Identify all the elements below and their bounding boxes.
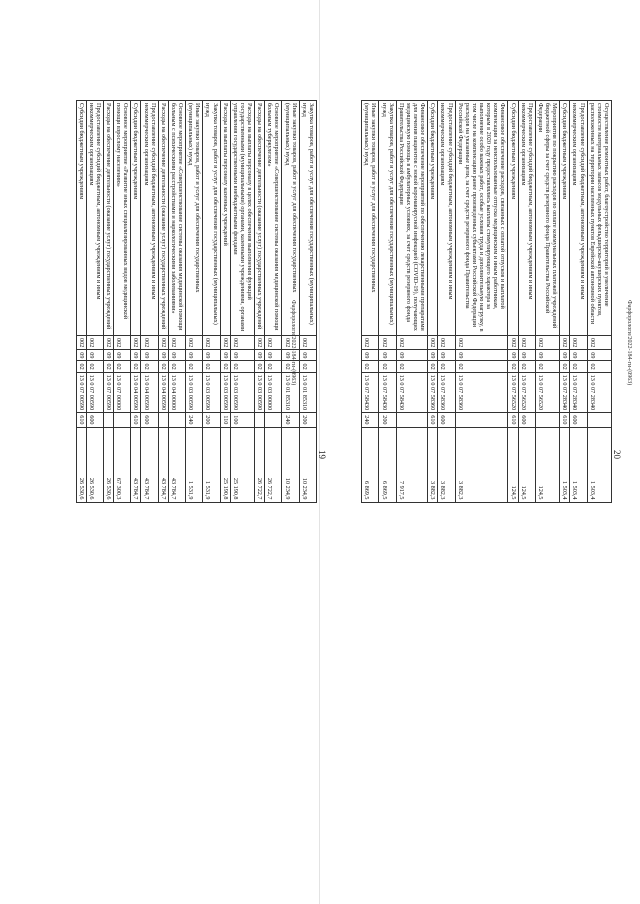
cell-code: 13 0 07 00000	[114, 372, 131, 413]
cell-code: 09	[455, 350, 508, 361]
cell-code: 09	[518, 350, 535, 361]
table-row	[114, 101, 131, 503]
cell-code: 610	[560, 413, 570, 427]
cell-code: 09	[587, 350, 611, 361]
cell-sum: 124,5	[518, 427, 535, 502]
row-name: Субсидии бюджетным учреждениям	[508, 101, 518, 336]
cell-code: 200	[379, 413, 396, 427]
cell-code: 09	[299, 350, 316, 361]
cell-code: 600	[518, 413, 535, 427]
cell-code: 02	[379, 361, 396, 372]
cell-code	[255, 413, 265, 427]
table-row	[131, 101, 141, 503]
cell-code	[168, 413, 185, 427]
row-name: Субсидии бюджетным учреждениям	[131, 101, 141, 336]
cell-code: 600	[570, 413, 587, 427]
left-page	[60, 60, 325, 840]
cell-code: 02	[158, 361, 168, 372]
cell-sum: 10 234,9	[282, 427, 299, 502]
cell-code: 09	[114, 350, 131, 361]
cell-code: 09	[186, 350, 203, 361]
cell-code: 02	[86, 361, 103, 372]
table-row	[86, 101, 103, 503]
row-name: Расходы на обеспечение деятельности (оказание услуг) государственных учреждений	[255, 101, 265, 336]
cell-code: 002	[265, 336, 282, 350]
cell-code	[104, 413, 114, 427]
cell-code: 09	[230, 350, 254, 361]
table-row	[379, 101, 396, 503]
cell-sum: 1 503,4	[560, 427, 570, 502]
row-name: Предоставление субсидий бюджетным, автономным учреждениям и иным некоммерческим организациям	[570, 101, 587, 336]
cell-code: 002	[168, 336, 185, 350]
cell-code: 13 0 01 85310	[299, 372, 316, 413]
cell-code: 13 0 07 58430	[362, 372, 379, 413]
cell-code: 002	[114, 336, 131, 350]
cell-code: 002	[282, 336, 299, 350]
cell-code: 02	[362, 361, 379, 372]
row-name: Иные закупки товаров, работ и услуг для обеспечения государственных (муниципальных) нужд	[186, 101, 203, 336]
cell-code: 13 0 07 28340	[587, 372, 611, 413]
table-row	[518, 101, 535, 503]
cell-code: 02	[282, 361, 299, 372]
cell-code: 09	[428, 350, 438, 361]
row-name: Расходы на обеспечение деятельности (оказание услуг) государственных учреждений	[104, 101, 114, 336]
cell-code: 002	[230, 336, 254, 350]
cell-code: 09	[438, 350, 455, 361]
cell-code: 09	[508, 350, 518, 361]
cell-code: 002	[396, 336, 428, 350]
cell-code: 09	[203, 350, 220, 361]
table-row	[438, 101, 455, 503]
table-row	[76, 101, 86, 503]
cell-code: 002	[379, 336, 396, 350]
cell-code: 09	[141, 350, 158, 361]
cell-code: 13 0 03 00590	[230, 372, 254, 413]
cell-code: 09	[255, 350, 265, 361]
table-row	[455, 101, 508, 503]
cell-sum: 1 503,4	[570, 427, 587, 502]
cell-sum: 26 722,7	[255, 427, 265, 502]
cell-code	[587, 413, 611, 427]
cell-code: 13 0 07 58430	[396, 372, 428, 413]
table-row	[396, 101, 428, 503]
cell-code: 02	[230, 361, 254, 372]
cell-sum: 3 882,3	[455, 427, 508, 502]
table-row	[570, 101, 587, 503]
cell-code: 13 0 03 00590	[203, 372, 220, 413]
cell-code: 600	[141, 413, 158, 427]
cell-code: 13 0 01 85310	[282, 372, 299, 413]
cell-code: 610	[508, 413, 518, 427]
cell-code: 002	[587, 336, 611, 350]
cell-code: 13 0 07 56520	[508, 372, 518, 413]
cell-sum: 1 531,9	[186, 427, 203, 502]
cell-code: 02	[508, 361, 518, 372]
cell-code: 02	[299, 361, 316, 372]
cell-code: 200	[299, 413, 316, 427]
cell-sum: 7 917,5	[396, 427, 428, 502]
row-name: Расходы на выплаты персоналу казенных учреждений	[220, 101, 230, 336]
table-row	[508, 101, 518, 503]
cell-code: 200	[203, 413, 220, 427]
cell-code: 13 0 07 28340	[560, 372, 570, 413]
table-row	[186, 101, 203, 503]
cell-sum: 26 530,6	[76, 427, 86, 502]
table-row	[255, 101, 265, 503]
cell-code: 13 0 04 00000	[168, 372, 185, 413]
table-row	[265, 101, 282, 503]
cell-code: 02	[141, 361, 158, 372]
cell-code: 13 0 04 00590	[158, 372, 168, 413]
cell-code: 02	[255, 361, 265, 372]
cell-code: 610	[428, 413, 438, 427]
cell-sum: 43 784,7	[158, 427, 168, 502]
table-row	[158, 101, 168, 503]
cell-code: 13 0 04 00590	[141, 372, 158, 413]
cell-code: 002	[535, 336, 559, 350]
cell-code: 100	[230, 413, 254, 427]
cell-code: 240	[282, 413, 299, 427]
cell-code: 13 0 03 00590	[255, 372, 265, 413]
table-row	[141, 101, 158, 503]
table-row	[203, 101, 220, 503]
cell-code: 02	[438, 361, 455, 372]
cell-code: 09	[362, 350, 379, 361]
cell-code: 02	[560, 361, 570, 372]
cell-code: 13 0 04 00590	[131, 372, 141, 413]
cell-code: 002	[438, 336, 455, 350]
row-name: Предоставление субсидий бюджетным, автономным учреждениям и иным некоммерческим организациям	[438, 101, 455, 336]
row-name: Закупка товаров, работ и услуг для обеспечения государственных (муниципальных) нужд	[203, 101, 220, 336]
cell-code: 002	[455, 336, 508, 350]
row-name: Финансовое обеспечение мероприятий по обеспечению лекарственными препаратами для лечения пациентов с новой коронавирусной инфекцией (COVID-19), получающих медицинскую помощь в амбулаторных условиях, за счет средств резервного фонда Правительства Российской Федерации	[396, 101, 428, 336]
cell-sum: 10 234,9	[299, 427, 316, 502]
cell-code: 002	[518, 336, 535, 350]
cell-code: 002	[220, 336, 230, 350]
table-row	[220, 101, 230, 503]
cell-code: 09	[220, 350, 230, 361]
cell-sum: 26 530,6	[104, 427, 114, 502]
cell-code: 110	[220, 413, 230, 427]
cell-code: 610	[76, 413, 86, 427]
cell-code: 02	[76, 361, 86, 372]
cell-sum: 6 869,5	[362, 427, 379, 502]
cell-code: 09	[104, 350, 114, 361]
cell-sum: 43 784,7	[141, 427, 158, 502]
cell-code	[455, 413, 508, 427]
row-name: Субсидии бюджетным учреждениям	[428, 101, 438, 336]
cell-sum: 3 882,3	[428, 427, 438, 502]
table-row	[168, 101, 185, 503]
row-name: Предоставление субсидий бюджетным, автономным учреждениям и иным некоммерческим организациям	[141, 101, 158, 336]
row-name: Основное мероприятие «Совершенствование системы оказания медицинской помощи больным туберкулезом»	[265, 101, 282, 336]
cell-code: 09	[282, 350, 299, 361]
row-name: Закупка товаров, работ и услуг для обеспечения государственных (муниципальных) нужд	[379, 101, 396, 336]
cell-code: 02	[455, 361, 508, 372]
cell-code: 610	[131, 413, 141, 427]
cell-code	[114, 413, 131, 427]
row-name: Основное мероприятие «Совершенствование системы оказания медицинской помощи больным с психическими расстройствами и наркологическими заболеваниями»	[168, 101, 185, 336]
cell-sum: 6 869,5	[379, 427, 396, 502]
cell-code: 09	[76, 350, 86, 361]
cell-code	[396, 413, 428, 427]
cell-code	[535, 413, 559, 427]
row-name: Иные закупки товаров, работ и услуг для обеспечения государственных (муниципальных) нужд	[282, 101, 299, 336]
cell-code: 09	[396, 350, 428, 361]
cell-sum: 43 784,7	[131, 427, 141, 502]
cell-sum: 124,5	[508, 427, 518, 502]
row-name: Осуществление ремонтных работ, благоустройство территорий и увеличение стоимости материальных запасов модульных фельдшерско-акушерских пунктов, расположенных на территории населенных пунктов Еврейской автономной области	[587, 101, 611, 336]
cell-sum: 43 784,7	[168, 427, 185, 502]
row-name: Иные закупки товаров, работ и услуг для обеспечения государственных (муниципальных) нужд	[362, 101, 379, 336]
row-name: Субсидии бюджетным учреждениям	[76, 101, 86, 336]
cell-code: 13 0 07 00590	[76, 372, 86, 413]
cell-code: 13 0 03 00590	[186, 372, 203, 413]
page-number: 20	[612, 450, 622, 459]
cell-code: 09	[86, 350, 103, 361]
table-row	[428, 101, 438, 503]
cell-code: 02	[570, 361, 587, 372]
cell-sum: 67 300,3	[114, 427, 131, 502]
cell-sum: 25 190,8	[220, 427, 230, 502]
cell-code: 02	[168, 361, 185, 372]
cell-sum: 3 882,3	[438, 427, 455, 502]
cell-code: 02	[203, 361, 220, 372]
row-name: Субсидии бюджетным учреждениям	[560, 101, 570, 336]
row-name: Расходы на обеспечение деятельности (оказание услуг) государственных учреждений	[158, 101, 168, 336]
cell-code: 09	[560, 350, 570, 361]
cell-code: 09	[158, 350, 168, 361]
cell-code: 13 0 07 56520	[535, 372, 559, 413]
cell-code: 002	[255, 336, 265, 350]
cell-code: 002	[131, 336, 141, 350]
cell-code: 002	[299, 336, 316, 350]
row-name: Финансовое обеспечение расходов, связанных с оплатой отпусков и выплатой компенсации за неиспользованные отпуска медицинским и иным работникам, которым в 2020 году предоставлялись выплаты стимулирующего характера за выполнение особо важных работ, особые условия труда и дополнительную нагрузку, в том числе на компенсацию ранее произведенных субъектами Российской Федерации расходов на указанные цели, за счет средств резервного фонда Правительства Российской Федерации	[455, 101, 508, 336]
table-row	[362, 101, 379, 503]
cell-code: 13 0 07 00590	[86, 372, 103, 413]
cell-code: 09	[570, 350, 587, 361]
table-row	[535, 101, 559, 503]
row-name: Закупка товаров, работ и услуг для обеспечения государственных (муниципальных) нужд	[299, 101, 316, 336]
cell-code: 02	[114, 361, 131, 372]
cell-code: 13 0 07 58430	[379, 372, 396, 413]
row-name: Основное мероприятие «Развитие иных специализированных видов медицинской помощи взрослому населению»	[114, 101, 131, 336]
cell-code: 13 0 07 56520	[518, 372, 535, 413]
cell-code: 02	[104, 361, 114, 372]
cell-code: 02	[518, 361, 535, 372]
cell-code: 13 0 07 58360	[455, 372, 508, 413]
row-name: Расходы на выплаты персоналу в целях обеспечения выполнения функций государственными (муниципальными) органами, казенными учреждениями, органами управления государственными внебюджетными фондами	[230, 101, 254, 336]
cell-code: 002	[560, 336, 570, 350]
page-footer: Фарфорологи/2022-184-ги-(0963)	[290, 300, 296, 386]
budget-table-right	[361, 100, 612, 503]
cell-code: 002	[203, 336, 220, 350]
cell-sum: 124,5	[535, 427, 559, 502]
cell-code: 02	[186, 361, 203, 372]
cell-code: 002	[570, 336, 587, 350]
cell-code: 600	[86, 413, 103, 427]
table-row	[299, 101, 316, 503]
cell-code: 09	[265, 350, 282, 361]
row-name: Предоставление субсидий бюджетным, автономным учреждениям и иным некоммерческим организациям	[86, 101, 103, 336]
cell-code: 240	[362, 413, 379, 427]
cell-code: 02	[265, 361, 282, 372]
cell-code: 13 0 07 28340	[570, 372, 587, 413]
page-number: 19	[317, 450, 327, 459]
cell-code: 002	[362, 336, 379, 350]
cell-code: 13 0 07 58360	[438, 372, 455, 413]
cell-code: 002	[76, 336, 86, 350]
page-footer: Фарфорологи/2022-184-ги-(0963)	[626, 300, 632, 386]
cell-code: 002	[141, 336, 158, 350]
right-page	[355, 60, 620, 840]
table-row	[230, 101, 254, 503]
cell-code	[158, 413, 168, 427]
cell-sum: 1 531,9	[203, 427, 220, 502]
cell-code: 600	[438, 413, 455, 427]
table-row	[587, 101, 611, 503]
cell-code: 02	[131, 361, 141, 372]
cell-code: 240	[186, 413, 203, 427]
budget-table-left	[76, 100, 317, 503]
cell-code: 13 0 07 58360	[428, 372, 438, 413]
cell-code: 02	[535, 361, 559, 372]
cell-sum: 26 530,6	[86, 427, 103, 502]
row-name: Мероприятия по покрытию расходов по оплате коммунальных платежей учреждений бюджетной сферы за счет средств резервного фонда Правительства Российской Федерации	[535, 101, 559, 336]
cell-code: 002	[508, 336, 518, 350]
cell-code: 02	[587, 361, 611, 372]
cell-code: 002	[428, 336, 438, 350]
cell-code: 13 0 07 00590	[104, 372, 114, 413]
cell-code: 002	[86, 336, 103, 350]
cell-sum: 26 722,7	[265, 427, 282, 502]
cell-code: 002	[104, 336, 114, 350]
cell-code: 09	[535, 350, 559, 361]
cell-code: 02	[396, 361, 428, 372]
cell-code: 09	[131, 350, 141, 361]
cell-code: 002	[186, 336, 203, 350]
cell-code: 09	[168, 350, 185, 361]
cell-code	[265, 413, 282, 427]
cell-sum: 1 503,4	[587, 427, 611, 502]
cell-code: 02	[220, 361, 230, 372]
table-row	[104, 101, 114, 503]
cell-code: 13 0 03 00000	[265, 372, 282, 413]
table-row	[560, 101, 570, 503]
cell-code: 09	[379, 350, 396, 361]
cell-code: 13 0 03 00590	[220, 372, 230, 413]
cell-code: 002	[158, 336, 168, 350]
row-name: Предоставление субсидий бюджетным, автономным учреждениям и иным некоммерческим организациям	[518, 101, 535, 336]
cell-code: 02	[428, 361, 438, 372]
cell-sum: 25 190,8	[230, 427, 254, 502]
